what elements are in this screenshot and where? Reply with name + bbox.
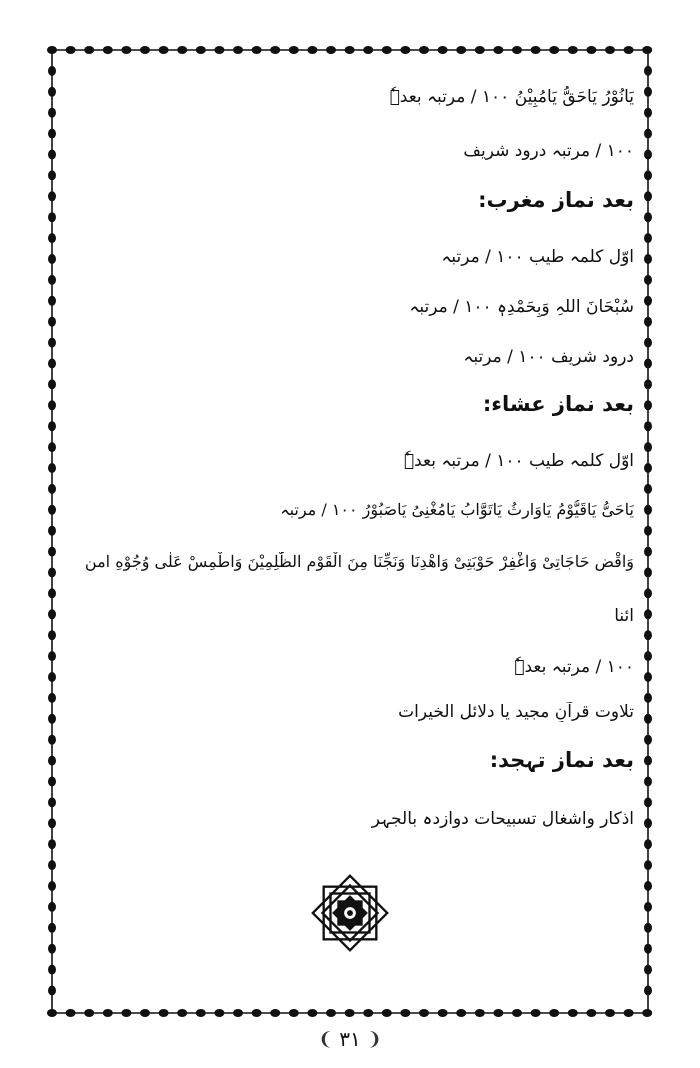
heading-tahajjud: بعد نمازِ تہجد: — [489, 748, 634, 772]
border-bead — [48, 693, 56, 703]
border-bead — [48, 860, 56, 870]
border-bead — [512, 1009, 522, 1017]
border-bead — [644, 797, 652, 807]
border-bead — [531, 1009, 541, 1017]
border-bead — [196, 46, 206, 54]
text-line-1: يَانُوْرُ يَاحَقُّ يَامُبِيْنُ ۱۰۰ / مرتبہ بعدہٗ — [389, 87, 634, 107]
border-bead — [419, 46, 429, 54]
border-bead — [644, 756, 652, 766]
border-bead — [214, 1009, 224, 1017]
border-bead — [456, 1009, 466, 1017]
border-bead — [568, 1009, 578, 1017]
text-line-8: اوّل کلمہ طیب ۱۰۰ / مرتبہ بعدہٗ — [403, 451, 634, 471]
border-bead — [48, 359, 56, 369]
heading-isha: بعد نمازِ عشاء: — [482, 392, 634, 416]
octagram-ornament — [311, 874, 389, 952]
border-bead — [493, 1009, 503, 1017]
border-bead — [48, 944, 56, 954]
border-bead — [252, 1009, 262, 1017]
border-bead — [644, 66, 652, 76]
border-bead — [48, 714, 56, 724]
border-bead — [419, 1009, 429, 1017]
border-bead — [48, 191, 56, 201]
text-line-4: اوّل کلمہ طیب ۱۰۰ / مرتبہ — [441, 247, 634, 267]
border-bead — [644, 170, 652, 180]
border-bead — [48, 150, 56, 160]
border-bead — [644, 233, 652, 243]
border-bead — [159, 1009, 169, 1017]
border-bead — [48, 881, 56, 891]
text-line-11: ائنا — [614, 606, 634, 626]
border-bead — [644, 212, 652, 222]
border-bead — [48, 568, 56, 578]
border-bead — [48, 129, 56, 139]
border-bead — [586, 46, 596, 54]
border-bead — [644, 944, 652, 954]
page-number-value: ۳۱ — [339, 1027, 361, 1051]
border-bead — [48, 547, 56, 557]
border-bead — [289, 46, 299, 54]
border-bead — [512, 46, 522, 54]
border-bead — [48, 296, 56, 306]
border-bead — [121, 46, 131, 54]
border-bead — [644, 735, 652, 745]
border-bead — [326, 46, 336, 54]
border-bead — [644, 87, 652, 97]
border-bead — [48, 777, 56, 787]
border-bead — [644, 421, 652, 431]
border-bead — [624, 46, 634, 54]
border-bead — [644, 986, 652, 996]
border-bead — [644, 881, 652, 891]
border-bead — [644, 568, 652, 578]
border-bead — [644, 630, 652, 640]
border-bead — [644, 526, 652, 536]
border-bead — [644, 254, 652, 264]
border-bead — [48, 379, 56, 389]
border-bead — [624, 1009, 634, 1017]
border-bead — [66, 46, 76, 54]
border-bead — [493, 46, 503, 54]
border-bead — [159, 46, 169, 54]
border-bead — [568, 46, 578, 54]
border-bead — [363, 46, 373, 54]
border-bead — [48, 170, 56, 180]
border-bead — [48, 212, 56, 222]
border-bead — [48, 818, 56, 828]
border-bead — [644, 505, 652, 515]
border-bead — [644, 609, 652, 619]
border-bead — [48, 797, 56, 807]
border-bead — [644, 379, 652, 389]
border-bead — [48, 442, 56, 452]
border-bead — [48, 609, 56, 619]
border-bead — [48, 484, 56, 494]
border-bead — [66, 1009, 76, 1017]
border-bead — [642, 1009, 652, 1017]
border-bead — [48, 839, 56, 849]
border-bead — [48, 317, 56, 327]
border-bead — [642, 46, 652, 54]
border-bead — [84, 1009, 94, 1017]
border-bead — [177, 46, 187, 54]
border-bead — [400, 46, 410, 54]
page-number-ornament-right: ❩ — [366, 1028, 382, 1050]
border-bead — [48, 505, 56, 515]
border-bead — [48, 672, 56, 682]
border-bead — [644, 714, 652, 724]
border-bead — [48, 651, 56, 661]
border-bead — [644, 860, 652, 870]
border-bead — [644, 902, 652, 912]
border-bead — [289, 1009, 299, 1017]
border-bead — [644, 777, 652, 787]
border-bead — [475, 46, 485, 54]
border-bead — [326, 1009, 336, 1017]
text-line-15: اذکار واشغال تسبیحات دوازدہ بالجہر — [371, 809, 634, 829]
border-bead — [270, 46, 280, 54]
border-bead — [48, 338, 56, 348]
border-bead — [233, 46, 243, 54]
border-bead — [103, 46, 113, 54]
border-bead — [531, 46, 541, 54]
border-bead — [644, 965, 652, 975]
border-bead — [48, 400, 56, 410]
border-bead — [345, 46, 355, 54]
border-bead — [48, 275, 56, 285]
border-bead — [48, 254, 56, 264]
text-line-6: درود شریف ۱۰۰ / مرتبہ — [463, 347, 634, 367]
text-line-9: یَاحَیُّ یَاقَیُّوْمُ یَاوَارِثُ یَاتَوَّابُ یَامُغْنِیُ یَاصَبُوْرُ ۱۰۰ / مرتبہ — [280, 500, 634, 519]
border-bead — [48, 87, 56, 97]
border-bead — [214, 46, 224, 54]
border-bead — [644, 317, 652, 327]
border-bead — [48, 630, 56, 640]
border-bead — [549, 46, 559, 54]
border-bead — [48, 421, 56, 431]
border-bead — [644, 839, 652, 849]
border-bead — [177, 1009, 187, 1017]
border-bead — [644, 150, 652, 160]
border-bead — [48, 986, 56, 996]
border-bead — [586, 1009, 596, 1017]
border-bead — [644, 818, 652, 828]
border-bead — [48, 902, 56, 912]
border-bead — [307, 46, 317, 54]
border-bead — [644, 129, 652, 139]
border-bead — [48, 756, 56, 766]
border-bead — [48, 66, 56, 76]
border-bead — [48, 735, 56, 745]
text-line-5: سُبْحَانَ اللہِ وَبِحَمْدِہٖ ۱۰۰ / مرتبہ — [409, 297, 634, 317]
border-bead — [307, 1009, 317, 1017]
border-bead — [400, 1009, 410, 1017]
border-bead — [382, 1009, 392, 1017]
border-bead — [605, 1009, 615, 1017]
heading-maghrib: بعد نمازِ مغرب: — [478, 188, 634, 212]
border-bead — [48, 923, 56, 933]
border-bead — [644, 108, 652, 118]
border-bead — [140, 1009, 150, 1017]
page-number-ornament-left: ❨ — [318, 1028, 334, 1050]
border-bead — [270, 1009, 280, 1017]
border-bead — [84, 46, 94, 54]
border-bead — [363, 1009, 373, 1017]
border-bead — [438, 46, 448, 54]
border-bead — [644, 547, 652, 557]
border-bead — [196, 1009, 206, 1017]
border-bead — [644, 442, 652, 452]
border-bead — [103, 1009, 113, 1017]
border-bead — [644, 275, 652, 285]
border-bead — [644, 923, 652, 933]
border-bead — [345, 1009, 355, 1017]
border-bead — [644, 672, 652, 682]
border-bead — [605, 46, 615, 54]
border-bead — [47, 1009, 57, 1017]
text-line-12: ۱۰۰ / مرتبہ بعدہٗ — [514, 657, 634, 677]
border-bead — [48, 526, 56, 536]
border-bead — [644, 191, 652, 201]
border-bead — [48, 463, 56, 473]
border-bead — [644, 651, 652, 661]
border-bead — [644, 338, 652, 348]
border-bead — [549, 1009, 559, 1017]
border-bead — [47, 46, 57, 54]
border-bead — [121, 1009, 131, 1017]
border-bead — [644, 296, 652, 306]
border-bead — [48, 588, 56, 598]
border-bead — [644, 588, 652, 598]
border-bead — [252, 46, 262, 54]
border-bead — [140, 46, 150, 54]
border-bead — [644, 484, 652, 494]
border-bead — [48, 965, 56, 975]
border-bead — [48, 233, 56, 243]
border-bead — [644, 400, 652, 410]
text-line-13: تلاوت قرآنِ مجید یا دلائل الخیرات — [398, 702, 634, 722]
border-bead — [456, 46, 466, 54]
border-bead — [438, 1009, 448, 1017]
border-bead — [382, 46, 392, 54]
text-line-10: وَاقْضِ حَاجَاتِیْ وَاغْفِرْ حَوْبَتِیْ وَاهْدِنَا وَنَجِّنَا مِنَ الْقَوْمِ الظّٰلِمِیْنَ وَاطْمِسْ عَلٰی وُجُوْهِ امن — [84, 552, 634, 571]
text-line-2: ۱۰۰ / مرتبہ درود شریف — [463, 141, 634, 161]
border-bead — [644, 463, 652, 473]
border-bead — [644, 693, 652, 703]
border-bead — [48, 108, 56, 118]
border-bead — [475, 1009, 485, 1017]
border-bead — [233, 1009, 243, 1017]
border-bead — [644, 359, 652, 369]
page-number — [300, 1024, 400, 1054]
